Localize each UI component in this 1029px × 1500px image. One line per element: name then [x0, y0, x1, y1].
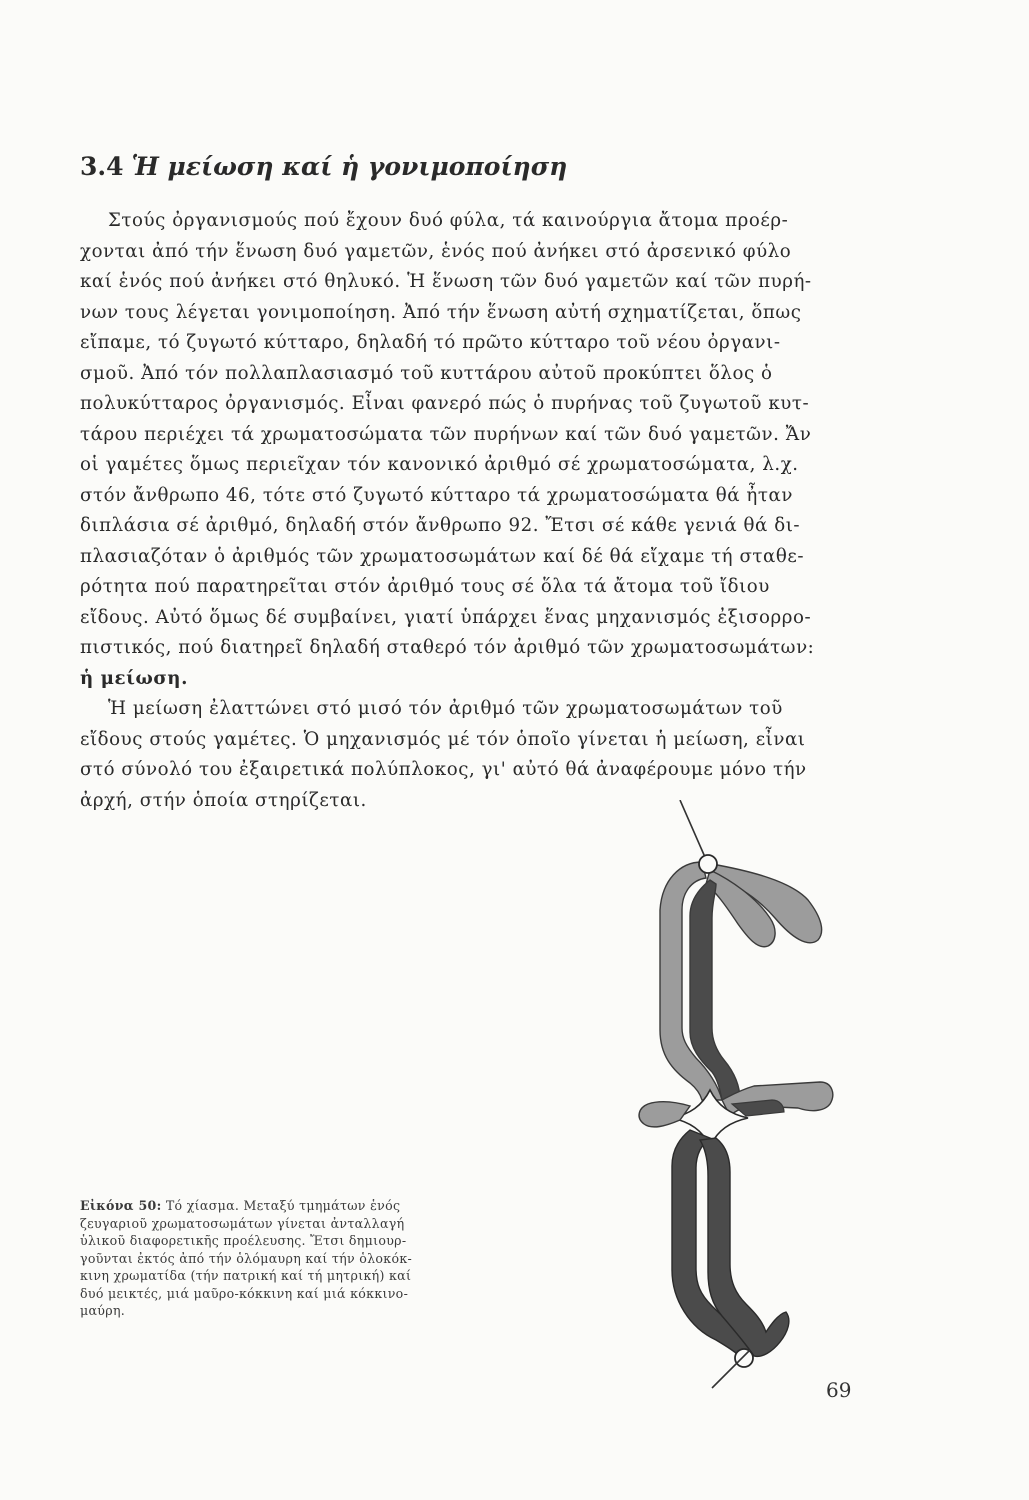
- caption-line: γοῦνται ἐκτός ἀπό τήν ὁλόμαυρη καί τήν ὁλοκόκ-: [80, 1250, 413, 1266]
- chiasma-illustration: [540, 800, 880, 1390]
- text-line: νων τους λέγεται γονιμοποίηση. Ἀπό τήν ἕνωση αὐτή σχηματίζεται, ὅπως: [80, 301, 802, 323]
- text-line: οἱ γαμέτες ὅμως περιεῖχαν τόν κανονικό ἀριθμό σέ χρωματοσώματα, λ.χ.: [80, 454, 799, 475]
- text-line: ρότητα πού παρατηρεῖται στόν ἀριθμό τους σέ ὅλα τά ἄτομα τοῦ ἴδιου: [80, 576, 770, 597]
- emphasis-line: ἡ μείωση.: [80, 667, 188, 689]
- text-line: διπλάσια σέ ἀριθμό, δηλαδή στόν ἄνθρωπο 92. Ἔτσι σέ κάθε γενιά θά δι-: [80, 515, 801, 536]
- text-line: στό σύνολό του ἐξαιρετικά πολύπλοκος, γι' αὐτό θά ἀναφέρουμε μόνο τήν: [80, 759, 807, 780]
- body-text: [80, 206, 860, 816]
- section-number: 3.4: [80, 152, 124, 181]
- chiasma-figure: [540, 800, 880, 1390]
- text-line: τάρου περιέχει τά χρωματοσώματα τῶν πυρήνων καί τῶν δυό γαμετῶν. Ἄν: [80, 423, 812, 445]
- spindle-line-bottom: [712, 1350, 750, 1388]
- text-line: Στούς ὀργανισμούς πού ἔχουν δυό φύλα, τά καινούργια ἄτομα προέρ-: [108, 210, 789, 231]
- figure-caption: [80, 1197, 512, 1320]
- caption-line: Τό χίασμα. Μεταξύ τμημάτων ἑνός: [165, 1198, 401, 1213]
- text-line: ἀρχή, στήν ὁποία στηρίζεται.: [80, 789, 367, 811]
- text-line: χονται ἀπό τήν ἕνωση δυό γαμετῶν, ἑνός πού ἀνήκει στό ἀρσενικό φύλο: [80, 240, 792, 262]
- section-heading: [80, 152, 960, 181]
- text-line: σμοῦ. Ἀπό τόν πολλαπλασιασμό τοῦ κυττάρου αὐτοῦ προκύπτει ὅλος ὁ: [80, 362, 773, 384]
- centromere-top: [699, 855, 717, 873]
- text-line: εἴπαμε, τό ζυγωτό κύτταρο, δηλαδή τό πρῶτο κύτταρο τοῦ νέου ὀργανι-: [80, 332, 781, 353]
- text-line: στόν ἄνθρωπο 46, τότε στό ζυγωτό κύτταρο τά χρωματοσώματα θά ἦταν: [80, 484, 793, 506]
- spindle-line-top: [680, 800, 708, 864]
- text-line: εἴδους. Αὐτό ὅμως δέ συμβαίνει, γιατί ὑπάρχει ἕνας μηχανισμός ἐξισορρο-: [80, 606, 812, 628]
- section-title: Ἡ μείωση καί ἡ γονιμοποίηση: [131, 152, 568, 181]
- text-line: πλασιαζόταν ὁ ἀριθμός τῶν χρωματοσωμάτων καί δέ θά εἴχαμε τή σταθε-: [80, 545, 805, 567]
- text-line: πολυκύτταρος ὀργανισμός. Εἶναι φανερό πώς ὁ πυρήνας τοῦ ζυγωτοῦ κυτ-: [80, 393, 810, 414]
- figure-label: Εἰκόνα 50:: [80, 1198, 162, 1213]
- centromere-bottom: [735, 1349, 753, 1367]
- text-line: εἴδους στούς γαμέτες. Ὁ μηχανισμός μέ τόν ὁποῖο γίνεται ἡ μείωση, εἶναι: [80, 728, 806, 750]
- page-number: 69: [826, 1378, 852, 1402]
- chromatid-cross-left: [639, 1102, 690, 1127]
- caption-line: μαύρη.: [80, 1303, 126, 1318]
- text-line: Ἡ μείωση ἐλαττώνει στό μισό τόν ἀριθμό τῶν χρωματοσωμάτων τοῦ: [108, 698, 783, 719]
- caption-line: δυό μεικτές, μιά μαῦρο-κόκκινη καί μιά κόκκινο-: [80, 1285, 409, 1301]
- caption-line: ζευγαριοῦ χρωματοσωμάτων γίνεται ἀνταλλαγή: [80, 1215, 405, 1231]
- caption-line: ὑλικοῦ διαφορετικῆς προέλευσης. Ἔτσι δημιουρ-: [80, 1233, 407, 1248]
- caption-line: κινη χρωματίδα (τήν πατρική καί τή μητρική) καί: [80, 1268, 412, 1283]
- text-line: καί ἑνός πού ἀνήκει στό θηλυκό. Ἡ ἕνωση τῶν δυό γαμετῶν καί τῶν πυρή-: [80, 271, 812, 292]
- text-line: πιστικός, πού διατηρεῖ δηλαδή σταθερό τόν ἀριθμό τῶν χρωματοσωμάτων:: [80, 637, 815, 658]
